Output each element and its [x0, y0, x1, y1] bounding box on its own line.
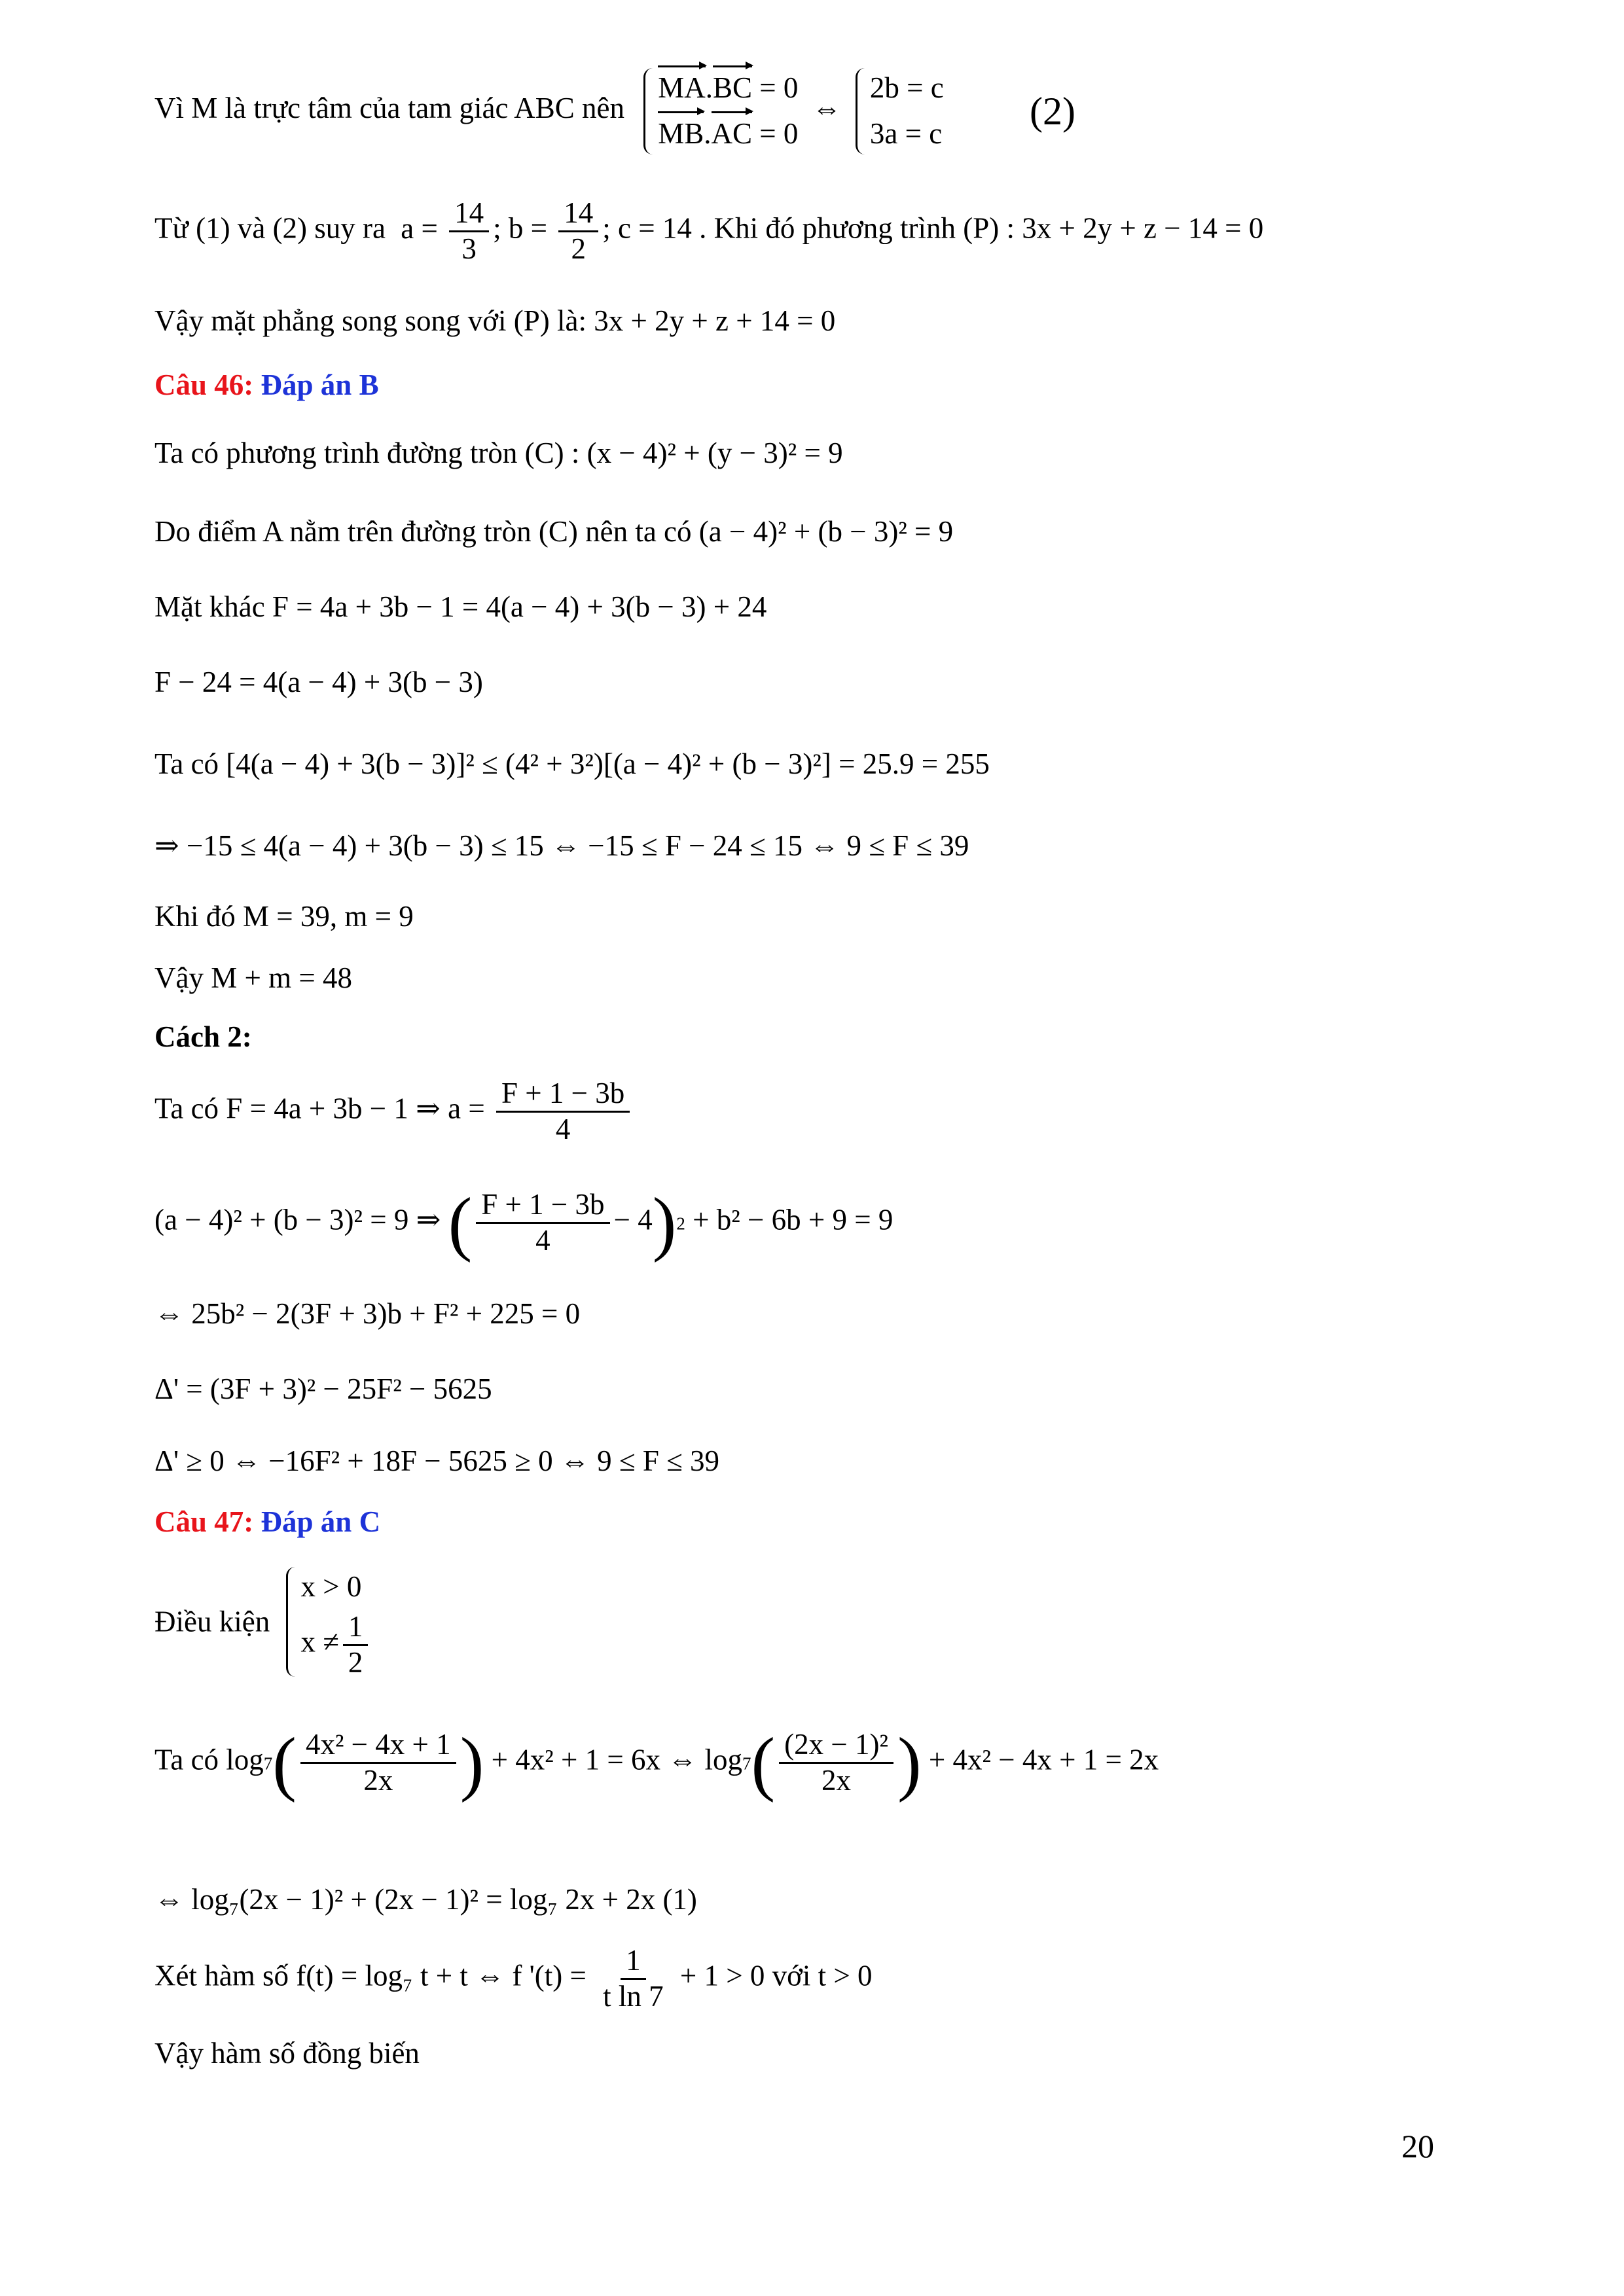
- fraction-substitute: $\frac{F + 1 - 3b}{4}$: [476, 1188, 609, 1258]
- fraction-a-expr: $\frac{F + 1 - 3b}{4}$: [496, 1077, 630, 1147]
- line-discriminant: Δ' = (3F + 3)² − 25F² − 5625: [154, 1372, 492, 1405]
- question-47-heading: Câu 47: Đáp án C: [154, 1505, 381, 1538]
- equation-system: 2b = c 3a = c: [856, 65, 944, 157]
- line-solve-a: Ta có F = 4a + 3b − 1 ⇒ a = $\frac{F + 1 - 3b}{4}$: [154, 1077, 634, 1147]
- line-substitute: (a − 4)² + (b − 3)² = 9 ⇒ ( $\frac{F + 1 - 3b}{4}$ − 4)$^2$ + b² − 6b + 9 = 9: [154, 1183, 893, 1263]
- iff-symbol: ⇔: [812, 92, 842, 125]
- fraction-a: $\frac{14}{3}$: [449, 196, 489, 266]
- fraction-derivative: $\frac{1}{\text{t ln 7}}$: [603, 1944, 664, 2013]
- line-bounds: ⇒ −15 ≤ 4(a − 4) + 3(b − 3) ≤ 15 ⇔ −15 ≤ F − 24 ≤ 15 ⇔ 9 ≤ F ≤ 39: [154, 829, 969, 862]
- line-max-min: Khi đó M = 39, m = 9: [154, 900, 414, 933]
- line-discriminant-condition: Δ' ≥ 0 ⇔ −16F² + 18F − 5625 ≥ 0 ⇔ 9 ≤ F ≤ 39: [154, 1444, 720, 1477]
- line-sum: Vậy M + m = 48: [154, 961, 352, 994]
- line-log-simplified: ⇔ log₇(2x − 1)² + (2x − 1)² = log₇ 2x + 2x (1): [154, 1883, 697, 1916]
- line-log-equation: Ta có $\log_7$( $\frac{\text{4x² − 4x + 1}}{2x}$ ) + 4x² + 1 = 6x ⇔ $\log_7$( $\frac{\text{(2x − 1)²}}{2x}$ ) + 4x² − 4x + 1 = 2x: [154, 1723, 1159, 1803]
- line-orthocenter: [154, 65, 1075, 157]
- text-intro: Vì M là trực tâm của tam giác ABC nên: [154, 92, 624, 125]
- line-conclusion: Vậy hàm số đồng biến: [154, 2037, 420, 2070]
- line-solution: Từ (1) và (2) suy ra a = $\frac{14}{3}$ ; b = $\frac{14}{2}$ ; c = 14 . Khi đó phương trình (P) : 3x + 2y + z − 14 = 0: [154, 196, 1264, 265]
- line-quadratic: ⇔ 25b² − 2(3F + 3)b + F² + 225 = 0: [154, 1297, 581, 1330]
- line-conditions: Điều kiện x > 0 x ≠ $\frac{1}{2}$: [154, 1564, 372, 1679]
- line-parallel-plane: Vậy mặt phẳng song song với (P) là: 3x + 2y + z + 14 = 0: [154, 304, 836, 337]
- method-2-heading: Cách 2:: [154, 1020, 252, 1053]
- line-point-on-circle: Do điểm A nằm trên đường tròn (C) nên ta có (a − 4)² + (b − 3)² = 9: [154, 515, 954, 548]
- line-f-expression: Mặt khác F = 4a + 3b − 1 = 4(a − 4) + 3(b − 3) + 24: [154, 590, 767, 623]
- equation-tag: (2): [1030, 89, 1075, 133]
- question-46-heading: Câu 46: Đáp án B: [154, 368, 379, 401]
- line-function-derivative: Xét hàm số f(t) = log₇ t + t ⇔ f '(t) = $\frac{1}{\text{t ln 7}}$ + 1 > 0 với t > 0: [154, 1944, 873, 2013]
- page-number: 20: [1401, 2128, 1434, 2164]
- line-f-minus-24: F − 24 = 4(a − 4) + 3(b − 3): [154, 666, 483, 698]
- fraction-b: $\frac{14}{2}$: [558, 196, 598, 266]
- vector-system: MA.BC = 0 MB.AC = 0: [643, 65, 798, 157]
- line-circle-equation: Ta có phương trình đường tròn (C) : (x − 4)² + (y − 3)² = 9: [154, 437, 843, 469]
- condition-system: x > 0 x ≠ $\frac{1}{2}$: [286, 1564, 372, 1679]
- line-cauchy-schwarz: Ta có [4(a − 4) + 3(b − 3)]² ≤ (4² + 3²)[(a − 4)² + (b − 3)²] = 25.9 = 255: [154, 747, 990, 780]
